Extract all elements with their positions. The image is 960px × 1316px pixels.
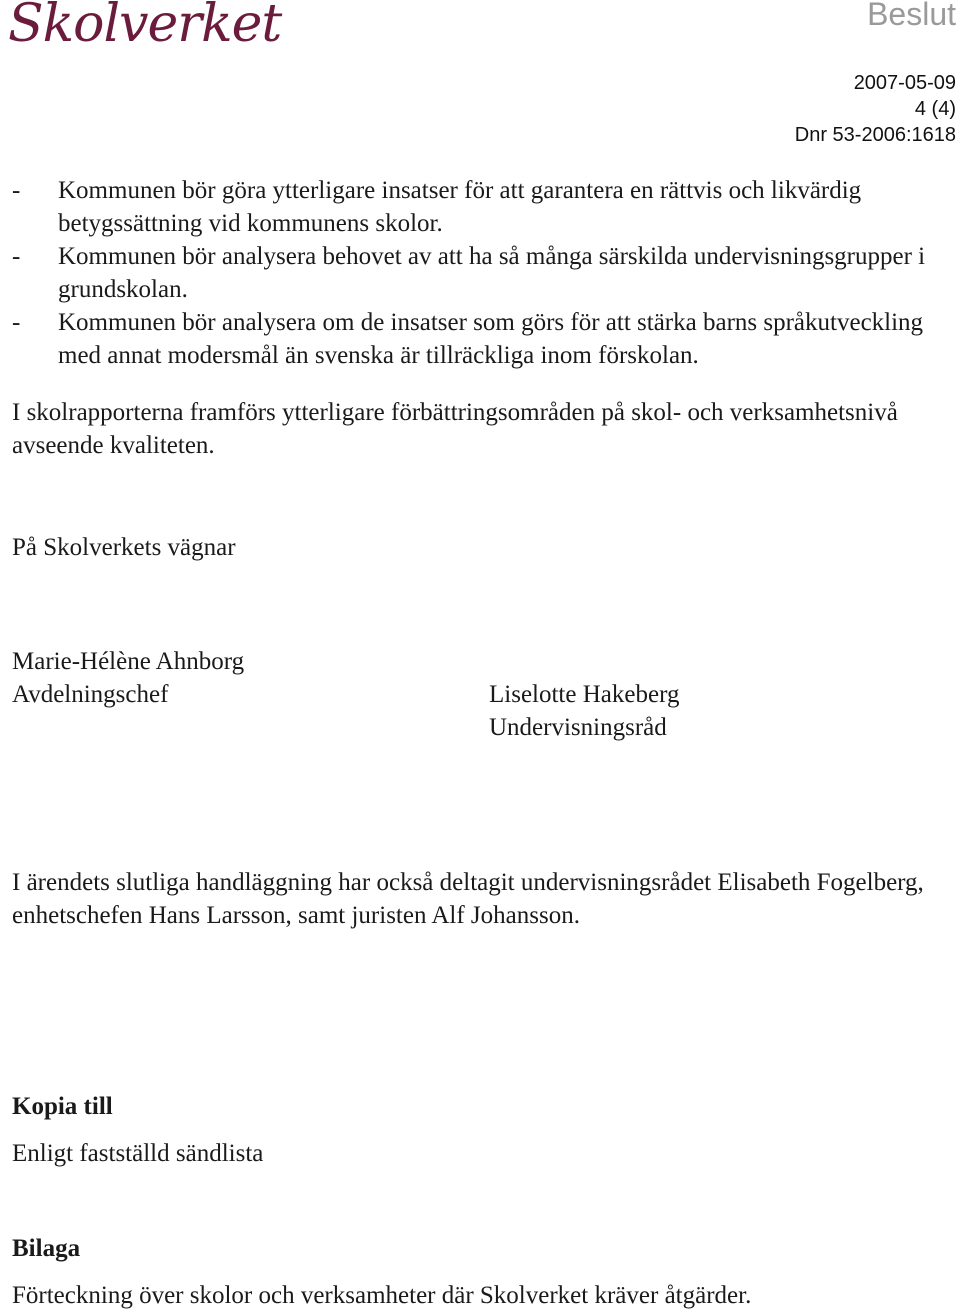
copy-text: Enligt fastställd sändlista [12,1140,264,1167]
recommendation-list [12,174,952,372]
on-behalf-line: På Skolverkets vägnar [12,534,236,561]
signature-left [12,645,244,711]
signer-name: Liselotte Hakeberg [489,681,680,708]
bullet-dash: - [12,309,21,336]
document-meta [795,70,956,148]
signer-title: Undervisningsråd [489,714,667,741]
body-paragraph: I skolrapporterna framförs ytterligare förbättringsområden på skol- och verksamhetsnivå avseende kvaliteten. [12,399,898,459]
list-item [12,174,952,240]
signature-right [489,678,679,744]
page-number: 4 (4) [914,98,956,120]
attachment-text: Förteckning över skolor och verksamheter där Skolverket kräver åtgärder. [12,1282,752,1309]
list-item [12,306,952,372]
skolverket-logo: Skolverket [8,0,282,54]
attachment-heading: Bilaga [12,1235,81,1262]
document-type: Beslut [867,0,956,32]
signer-title: Avdelningschef [12,681,169,708]
handling-note: I ärendets slutliga handläggning har också deltagit undervisningsrådet Elisabeth Fogelberg, enhetschefen Hans Larsson, samt juristen Alf Johansson. [12,869,924,929]
list-item-text: Kommunen bör göra ytterligare insatser för att garantera en rättvis och likvärdig betygssättning vid kommunens skolor. [58,177,862,237]
bullet-dash: - [12,177,21,204]
dnr-number: Dnr 53-2006:1618 [794,124,956,146]
list-item-text: Kommunen bör analysera behovet av att ha så många särskilda undervisningsgrupper i grundskolan. [58,243,926,303]
copy-heading: Kopia till [12,1093,113,1120]
signer-name: Marie-Hélène Ahnborg [12,648,245,675]
list-item-text: Kommunen bör analysera om de insatser som görs för att stärka barns språkutveckling med annat modersmål än svenska är tillräckliga inom förskolan. [58,309,924,369]
bullet-dash: - [12,243,21,270]
list-item [12,240,952,306]
document-date: 2007-05-09 [853,72,956,94]
